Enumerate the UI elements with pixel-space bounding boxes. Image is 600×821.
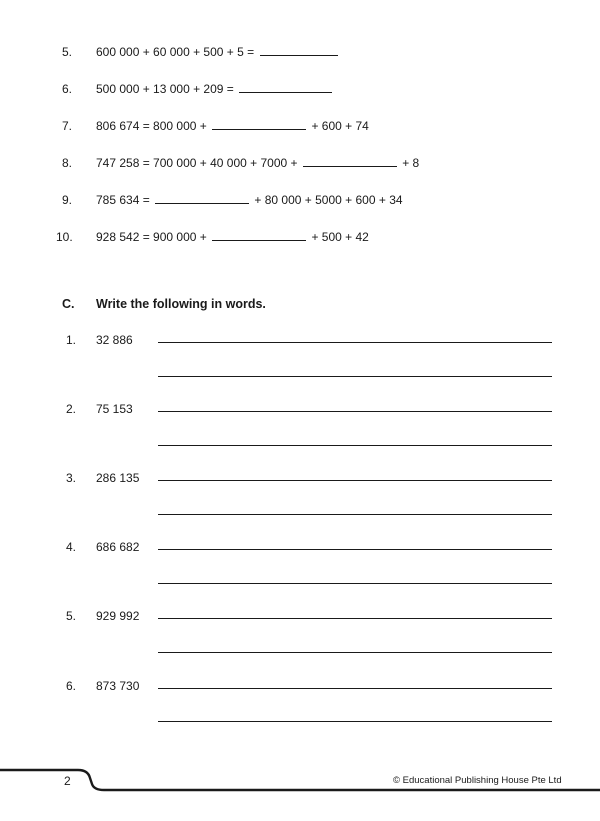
writing-line[interactable]	[158, 688, 552, 689]
item-number: 2.	[66, 402, 77, 416]
answer-blank[interactable]	[260, 45, 338, 56]
expression-text: 928 542 = 900 000 +	[96, 230, 207, 244]
item-number: 6.	[66, 679, 77, 693]
item-number: 8.	[62, 156, 73, 170]
expansion-expression	[96, 82, 334, 96]
expansion-expression	[96, 45, 340, 59]
writing-line[interactable]	[158, 376, 552, 377]
expression-text: + 500 + 42	[311, 230, 369, 244]
item-number: 7.	[62, 119, 73, 133]
answer-blank[interactable]	[212, 230, 306, 241]
writing-line[interactable]	[158, 721, 552, 722]
number-to-write: 286 135	[96, 471, 140, 485]
number-to-write: 32 886	[96, 333, 133, 347]
number-to-write: 75 153	[96, 402, 133, 416]
writing-line[interactable]	[158, 411, 552, 412]
item-number: 1.	[66, 333, 77, 347]
answer-blank[interactable]	[212, 119, 306, 130]
expression-text: + 80 000 + 5000 + 600 + 34	[254, 193, 403, 207]
expansion-expression	[96, 119, 369, 133]
number-to-write: 686 682	[96, 540, 140, 554]
expansion-expression	[96, 156, 419, 170]
writing-line[interactable]	[158, 480, 552, 481]
expression-text: + 600 + 74	[311, 119, 369, 133]
writing-line[interactable]	[158, 445, 552, 446]
expansion-expression	[96, 193, 403, 207]
answer-blank[interactable]	[239, 82, 332, 93]
page-number: 2	[64, 774, 71, 788]
expression-text: 600 000 + 60 000 + 500 + 5 =	[96, 45, 255, 59]
writing-line[interactable]	[158, 652, 552, 653]
number-to-write: 873 730	[96, 679, 140, 693]
writing-line[interactable]	[158, 618, 552, 619]
copyright-notice: © Educational Publishing House Pte Ltd	[393, 775, 562, 786]
expression-text: 806 674 = 800 000 +	[96, 119, 207, 133]
item-number: 5.	[66, 609, 77, 623]
section-letter: C.	[62, 297, 75, 311]
answer-blank[interactable]	[155, 193, 249, 204]
answer-blank[interactable]	[303, 156, 397, 167]
item-number: 3.	[66, 471, 77, 485]
section-title: Write the following in words.	[96, 297, 266, 311]
writing-line[interactable]	[158, 549, 552, 550]
item-number: 4.	[66, 540, 77, 554]
writing-line[interactable]	[158, 342, 552, 343]
item-number: 9.	[62, 193, 73, 207]
item-number: 5.	[62, 45, 73, 59]
writing-line[interactable]	[158, 583, 552, 584]
writing-line[interactable]	[158, 514, 552, 515]
expression-text: + 8	[402, 156, 420, 170]
item-number: 6.	[62, 82, 73, 96]
item-number: 10.	[56, 230, 73, 244]
expansion-expression	[96, 230, 369, 244]
expression-text: 500 000 + 13 000 + 209 =	[96, 82, 234, 96]
expression-text: 747 258 = 700 000 + 40 000 + 7000 +	[96, 156, 298, 170]
number-to-write: 929 992	[96, 609, 140, 623]
expression-text: 785 634 =	[96, 193, 150, 207]
